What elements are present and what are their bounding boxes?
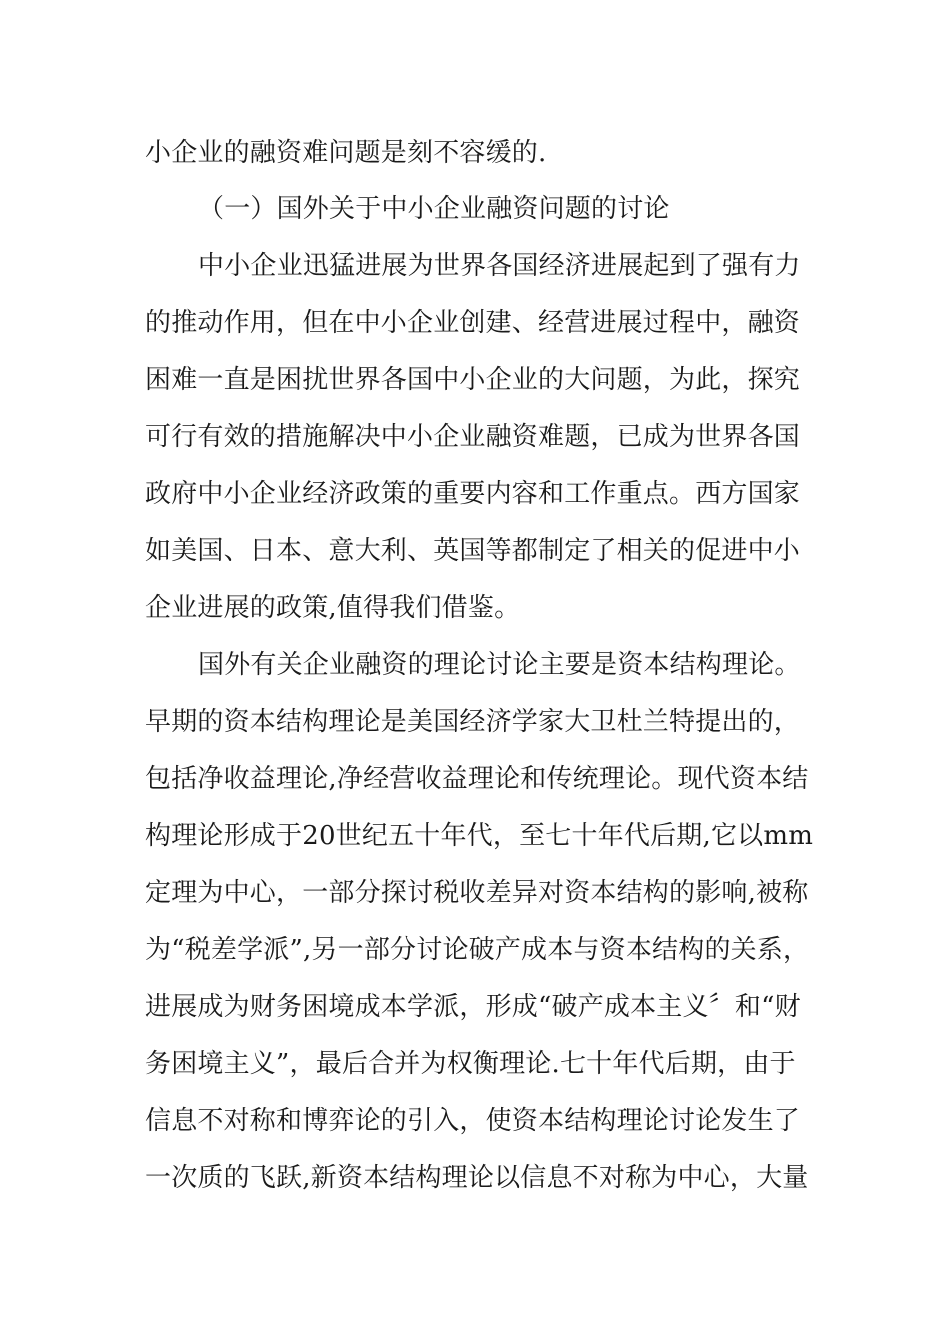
paragraph-line: 如美国、日本、意大利、英国等都制定了相关的促进中小	[145, 536, 801, 566]
paragraph-line: 构理论形成于20世纪五十年代，至七十年代后期,它以mm	[145, 821, 814, 851]
paragraph-line: 为“税差学派”,另一部分讨论破产成本与资本结构的关系，	[145, 935, 810, 965]
paragraph-line: 早期的资本结构理论是美国经济学家大卫杜兰特提出的，	[145, 707, 801, 737]
paragraph-line: 的推动作用，但在中小企业创建、经营进展过程中，融资	[145, 308, 801, 338]
paragraph-line: 进展成为财务困境成本学派，形成“破产成本主义〞和“财	[145, 992, 801, 1022]
paragraph-line: 包括净收益理论,净经营收益理论和传统理论。现代资本结	[145, 764, 809, 794]
paragraph-line: 政府中小企业经济政策的重要内容和工作重点。西方国家	[145, 479, 801, 509]
paragraph-line: 信息不对称和博弈论的引入，使资本结构理论讨论发生了	[145, 1106, 801, 1136]
section-heading: （一）国外关于中小企业融资问题的讨论	[198, 194, 670, 224]
paragraph-line: 一次质的飞跃,新资本结构理论以信息不对称为中心，大量	[145, 1163, 809, 1193]
paragraph-line: 务困境主义”，最后合并为权衡理论.七十年代后期，由于	[145, 1049, 796, 1079]
paragraph-line: 企业进展的政策,值得我们借鉴。	[145, 593, 521, 623]
paragraph-line: 可行有效的措施解决中小企业融资难题，已成为世界各国	[145, 422, 801, 452]
paragraph-line: 中小企业迅猛进展为世界各国经济进展起到了强有力	[198, 251, 801, 281]
paragraph-line: 困难一直是困扰世界各国中小企业的大问题，为此，探究	[145, 365, 801, 395]
paragraph-line: 小企业的融资难问题是刻不容缓的.	[145, 138, 547, 168]
paragraph-line: 国外有关企业融资的理论讨论主要是资本结构理论。	[198, 650, 801, 680]
paragraph-line: 定理为中心，一部分探讨税收差异对资本结构的影响,被称	[145, 878, 809, 908]
